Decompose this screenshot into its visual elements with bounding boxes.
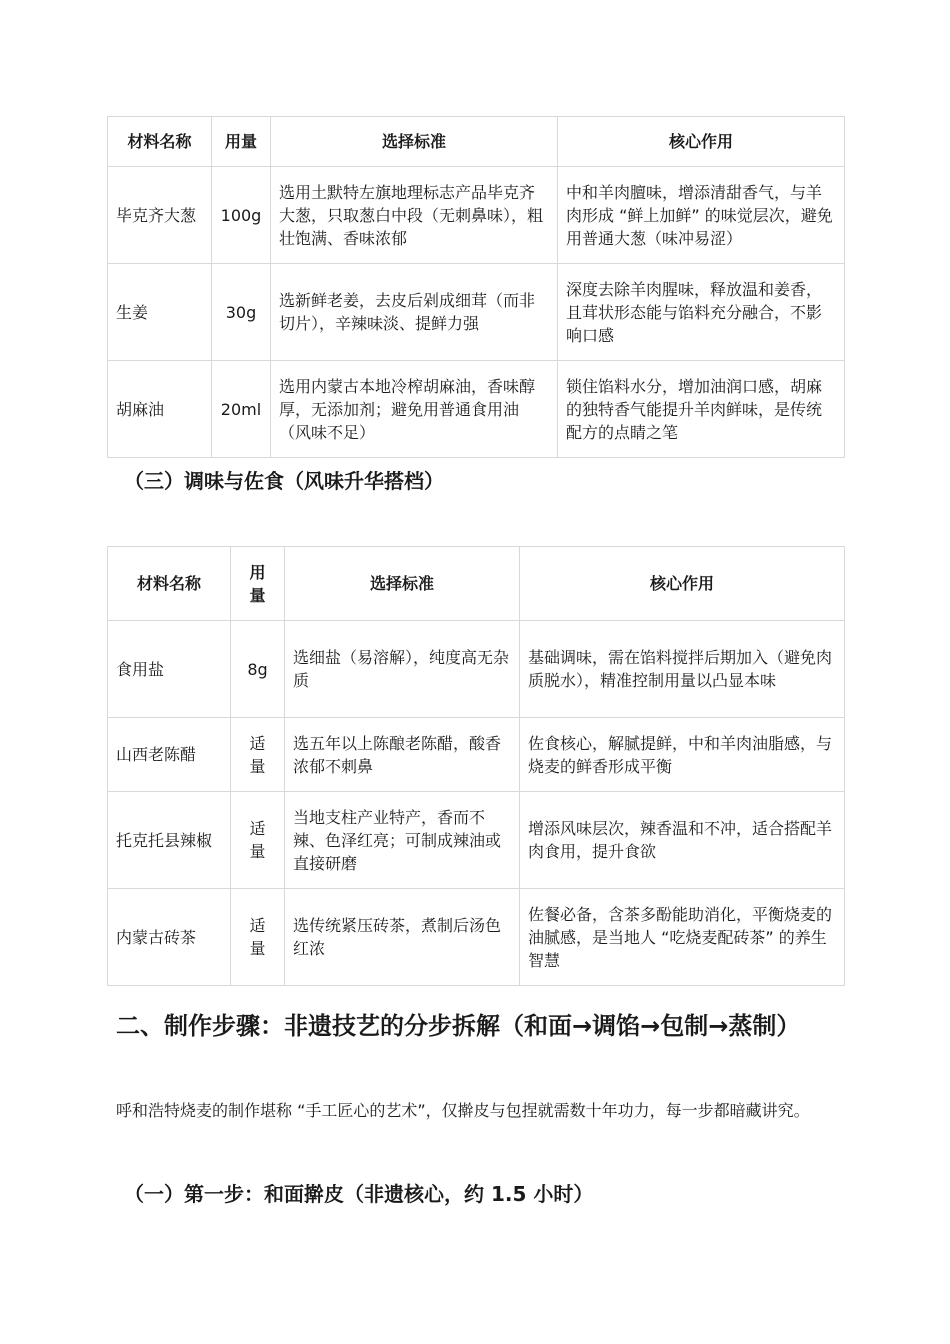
header-core-function: 核心作用	[558, 117, 845, 167]
ingredients-table-condiments	[107, 546, 845, 986]
table-row	[108, 361, 845, 458]
table-row	[108, 264, 845, 361]
cell-material-name: 毕克齐大葱	[108, 167, 212, 264]
cell-core-function: 佐食核心，解腻提鲜，中和羊肉油脂感，与烧麦的鲜香形成平衡	[520, 718, 845, 792]
part-heading-steps: 二、制作步骤：非遗技艺的分步拆解（和面→调馅→包制→蒸制）	[116, 1012, 801, 1040]
cell-criteria: 当地支柱产业特产，香而不辣、色泽红亮；可制成辣油或直接研磨	[285, 792, 520, 889]
cell-amount: 适量	[231, 889, 285, 986]
cell-criteria: 选传统紧压砖茶，煮制后汤色红浓	[285, 889, 520, 986]
cell-amount: 8g	[231, 621, 285, 718]
cell-amount: 100g	[212, 167, 271, 264]
header-amount: 用量	[212, 117, 271, 167]
cell-criteria: 选细盐（易溶解），纯度高无杂质	[285, 621, 520, 718]
intro-paragraph: 呼和浩特烧麦的制作堪称 “手工匠心的艺术”，仅擀皮与包捏就需数十年功力，每一步都暗藏讲究。	[116, 1101, 810, 1120]
cell-criteria: 选用土默特左旗地理标志产品毕克齐大葱，只取葱白中段（无刺鼻味），粗壮饱满、香味浓郁	[271, 167, 558, 264]
table-row	[108, 621, 845, 718]
cell-core-function: 增添风味层次，辣香温和不冲，适合搭配羊肉食用，提升食欲	[520, 792, 845, 889]
cell-amount: 适量	[231, 792, 285, 889]
cell-material-name: 托克托县辣椒	[108, 792, 231, 889]
cell-material-name: 内蒙古砖茶	[108, 889, 231, 986]
table-row	[108, 792, 845, 889]
header-core-function: 核心作用	[520, 547, 845, 621]
step-heading-dough: （一）第一步：和面擀皮（非遗核心，约 1.5 小时）	[124, 1182, 594, 1206]
cell-core-function: 中和羊肉膻味，增添清甜香气，与羊肉形成 “鲜上加鲜” 的味觉层次，避免用普通大葱（味冲易涩）	[558, 167, 845, 264]
cell-core-function: 基础调味，需在馅料搅拌后期加入（避免肉质脱水），精准控制用量以凸显本味	[520, 621, 845, 718]
cell-criteria: 选用内蒙古本地冷榨胡麻油，香味醇厚，无添加剂；避免用普通食用油（风味不足）	[271, 361, 558, 458]
table-header-row	[108, 117, 845, 167]
section-heading-seasoning: （三）调味与佐食（风味升华搭档）	[124, 469, 444, 493]
header-material-name: 材料名称	[108, 117, 212, 167]
header-material-name: 材料名称	[108, 547, 231, 621]
table-row	[108, 718, 845, 792]
cell-amount: 适量	[231, 718, 285, 792]
cell-material-name: 胡麻油	[108, 361, 212, 458]
cell-criteria: 选新鲜老姜，去皮后剁成细茸（而非切片），辛辣味淡、提鲜力强	[271, 264, 558, 361]
table-header-row	[108, 547, 845, 621]
cell-core-function: 佐餐必备，含茶多酚能助消化，平衡烧麦的油腻感，是当地人 “吃烧麦配砖茶” 的养生智慧	[520, 889, 845, 986]
header-criteria: 选择标准	[271, 117, 558, 167]
table-row	[108, 167, 845, 264]
cell-material-name: 山西老陈醋	[108, 718, 231, 792]
header-amount: 用量	[231, 547, 285, 621]
cell-material-name: 食用盐	[108, 621, 231, 718]
cell-amount: 30g	[212, 264, 271, 361]
header-criteria: 选择标准	[285, 547, 520, 621]
cell-criteria: 选五年以上陈酿老陈醋，酸香浓郁不刺鼻	[285, 718, 520, 792]
cell-material-name: 生姜	[108, 264, 212, 361]
table-row	[108, 889, 845, 986]
cell-core-function: 锁住馅料水分，增加油润口感，胡麻的独特香气能提升羊肉鲜味，是传统配方的点睛之笔	[558, 361, 845, 458]
ingredients-table-seasoning	[107, 116, 845, 458]
cell-amount: 20ml	[212, 361, 271, 458]
cell-core-function: 深度去除羊肉腥味，释放温和姜香，且茸状形态能与馅料充分融合，不影响口感	[558, 264, 845, 361]
